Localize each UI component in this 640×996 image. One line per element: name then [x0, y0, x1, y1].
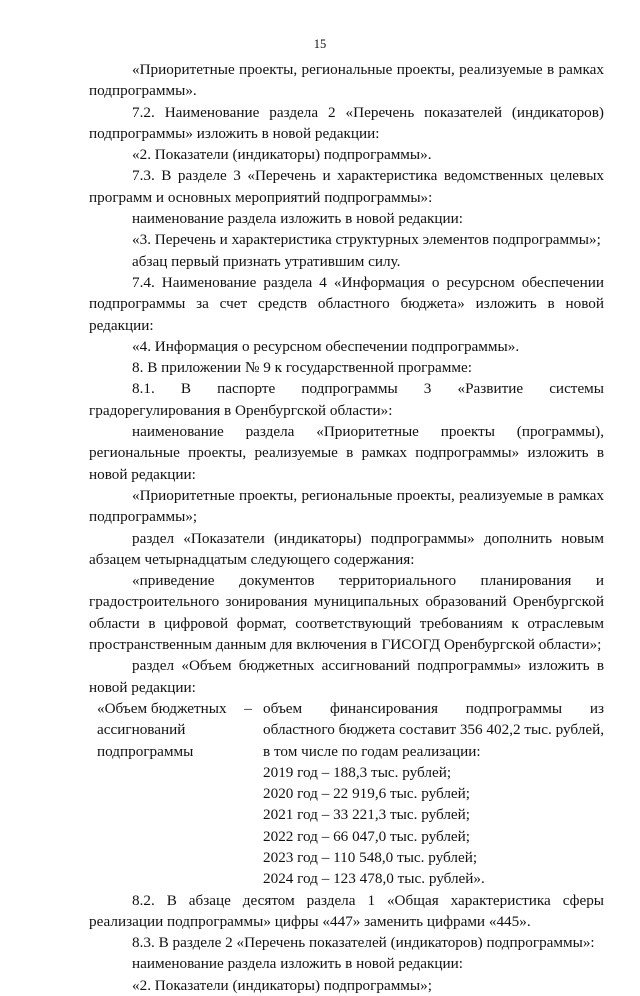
paragraph: наименование раздела изложить в новой редакции:	[132, 955, 463, 973]
paragraph: раздел «Показатели (индикаторы) подпрограммы» дополнить новым абзацем четырнадцатым следующего содержания:	[89, 529, 604, 568]
budget-year-line: 2023 год – 110 548,0 тыс. рублей;	[263, 848, 478, 866]
paragraph: раздел «Объем бюджетных ассигнований подпрограммы» изложить в новой редакции:	[89, 657, 604, 696]
budget-table-right	[263, 698, 604, 890]
paragraph: 7.4. Наименование раздела 4 «Информация о ресурсном обеспечении подпрограммы за счет средств областного бюджета» изложить в новой редакции:	[89, 273, 604, 334]
budget-year-line: 2020 год – 22 919,6 тыс. рублей;	[263, 785, 471, 803]
budget-year-line: 2022 год – 66 047,0 тыс. рублей;	[263, 827, 471, 845]
document-body	[89, 59, 604, 996]
budget-table-left-line: «Объем бюджетных	[97, 699, 227, 717]
paragraph: «4. Информация о ресурсном обеспечении подпрограммы».	[132, 337, 520, 355]
budget-table-dash: –	[244, 699, 252, 717]
page-number: 15	[313, 37, 327, 51]
paragraph: 7.3. В разделе 3 «Перечень и характеристика ведомственных целевых программ и основных мероприятий подпрограммы»:	[89, 167, 604, 206]
budget-year-line: 2024 год – 123 478,0 тыс. рублей».	[263, 870, 485, 888]
budget-table-left-line: подпрограммы	[97, 742, 194, 760]
paragraph: «приведение документов территориального планирования и градостроительного зонирования муниципальных образований Оренбургской области в цифровой формат, соответствующий требованиям к отраслевым пространственным данным для включения в ГИСОГД Оренбургской области»;	[89, 572, 604, 654]
budget-table	[89, 698, 604, 890]
paragraph: 7.2. Наименование раздела 2 «Перечень показателей (индикаторов) подпрограммы» изложить в новой редакции:	[89, 103, 604, 142]
budget-table-left-line: ассигнований	[97, 721, 186, 739]
paragraph: «3. Перечень и характеристика структурных элементов подпрограммы»;	[132, 231, 601, 249]
paragraph: 8.3. В разделе 2 «Перечень показателей (индикаторов) подпрограммы»:	[132, 934, 595, 952]
paragraph: «Приоритетные проекты, региональные проекты, реализуемые в рамках подпрограммы».	[89, 61, 604, 100]
budget-years-list	[263, 762, 604, 890]
paragraph: 8.1. В паспорте подпрограммы 3 «Развитие системы градорегулирования в Оренбургской области»:	[89, 380, 604, 419]
paragraph: 8.2. В абзаце десятом раздела 1 «Общая характеристика сферы реализации подпрограммы» цифры «447» заменить цифрами «445».	[89, 891, 604, 930]
paragraph: «Приоритетные проекты, региональные проекты, реализуемые в рамках подпрограммы»;	[89, 486, 604, 526]
paragraph: абзац первый признать утратившим силу.	[132, 252, 401, 270]
paragraph: «2. Показатели (индикаторы) подпрограммы».	[132, 146, 432, 164]
paragraph: 8. В приложении № 9 к государственной программе:	[132, 359, 472, 377]
budget-table-intro: объем финансирования подпрограммы из областного бюджета составит 356 402,2 тыс. рублей, в том числе по годам реализации:	[263, 699, 604, 760]
budget-table-left	[89, 698, 233, 890]
paragraph: наименование раздела изложить в новой редакции:	[132, 210, 463, 228]
budget-year-line: 2019 год – 188,3 тыс. рублей;	[263, 763, 452, 781]
paragraph: «2. Показатели (индикаторы) подпрограммы»;	[132, 976, 432, 994]
paragraph: наименование раздела «Приоритетные проекты (программы), региональные проекты, реализуемые в рамках подпрограммы» изложить в новой редакции:	[89, 423, 604, 483]
budget-year-line: 2021 год – 33 221,3 тыс. рублей;	[263, 806, 471, 824]
